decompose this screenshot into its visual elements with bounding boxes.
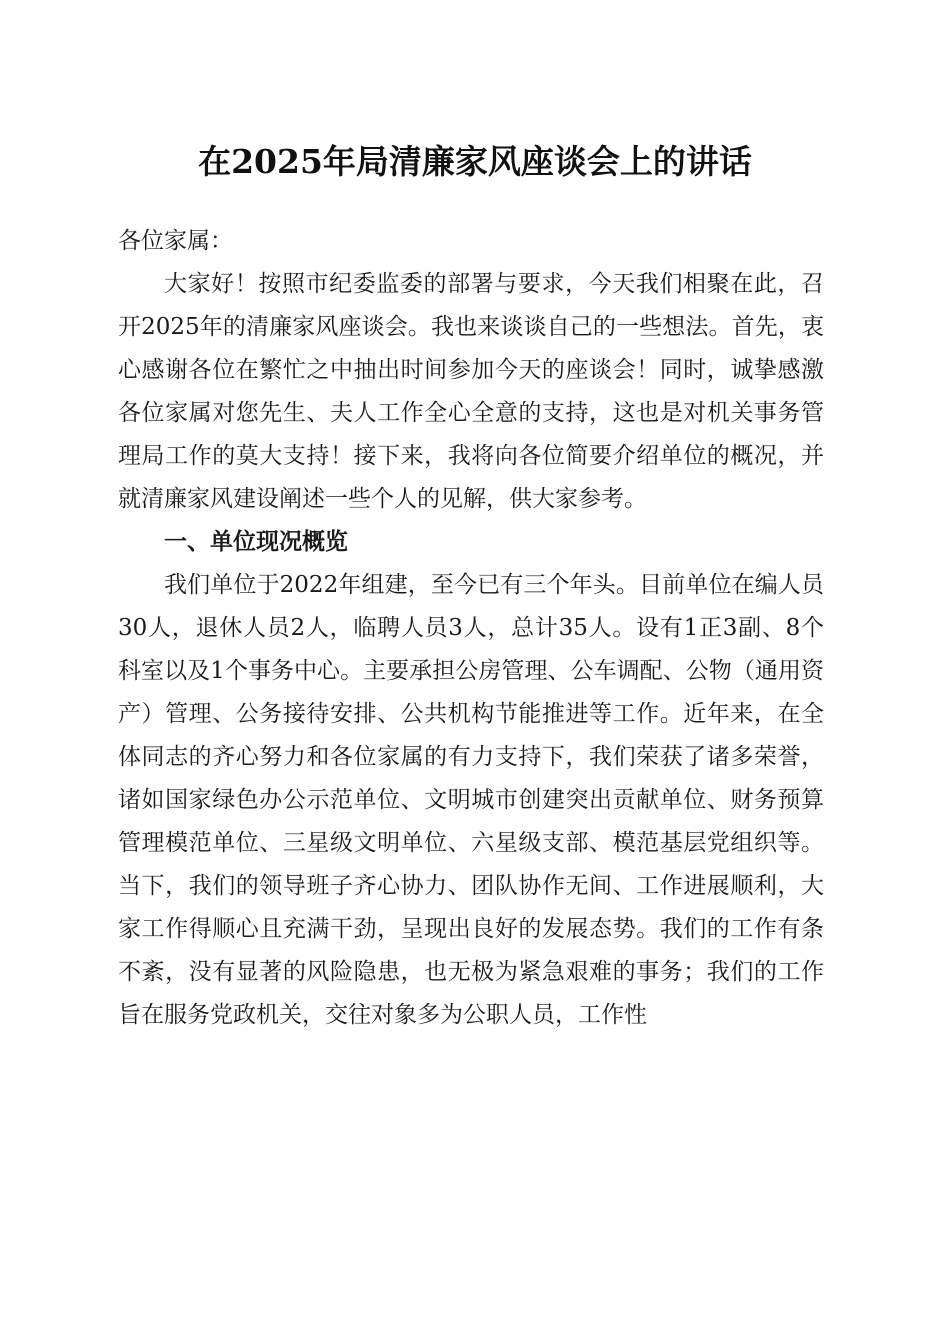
document-title: 在2025年局清廉家风座谈会上的讲话 <box>198 142 752 181</box>
document-body <box>118 220 824 1037</box>
section-paragraph: 我们单位于2022年组建，至今已有三个年头。目前单位在编人员30人，退休人员2人，临聘人员3人，总计35人。设有1正3副、8个科室以及1个事务中心。主要承担公房管理、公车调配、公物（通用资产）管理、公务接待安排、公共机构节能推进等工作。近年来，在全体同志的齐心努力和各位家属的有力支持下，我们荣获了诸多荣誉，诸如国家绿色办公示范单位、文明城市创建突出贡献单位、财务预算管理模范单位、三星级文明单位、六星级支部、模范基层党组织等。当下，我们的领导班子齐心协力、团队协作无间、工作进展顺利，大家工作得顺心且充满干劲，呈现出良好的发展态势。我们的工作有条不紊，没有显著的风险隐患，也无极为紧急艰难的事务；我们的工作旨在服务党政机关，交往对象多为公职人员，工作性 <box>118 572 824 1028</box>
opening-paragraph: 大家好！按照市纪委监委的部署与要求，今天我们相聚在此，召开2025年的清廉家风座谈会。我也来谈谈自己的一些想法。首先，衷心感谢各位在繁忙之中抽出时间参加今天的座谈会！同时，诚挚感激各位家属对您先生、夫人工作全心全意的支持，这也是对机关事务管理局工作的莫大支持！接下来，我将向各位简要介绍单位的概况，并就清廉家风建设阐述一些个人的见解，供大家参考。 <box>118 271 824 512</box>
salutation: 各位家属： <box>118 228 233 254</box>
section-heading: 一、单位现况概览 <box>164 529 348 555</box>
